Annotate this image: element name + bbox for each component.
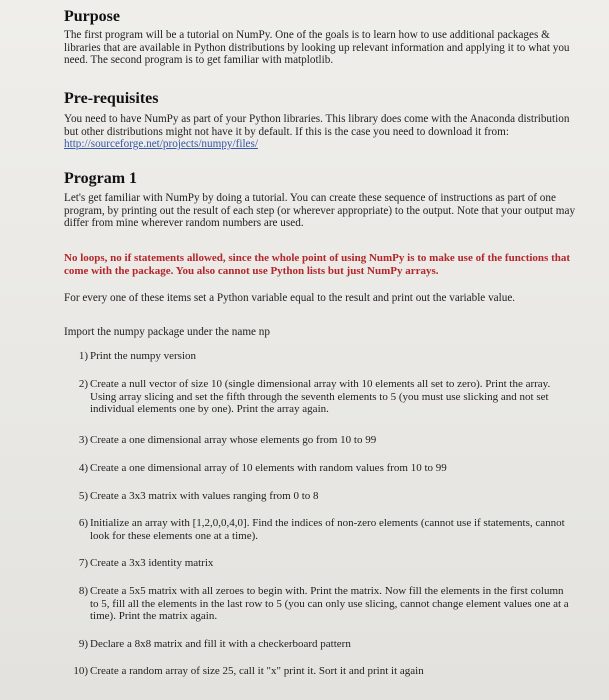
purpose-heading: Purpose [64,8,120,25]
list-item: 1) Print the numpy version [78,350,197,362]
list-item: 9) Declare a 8x8 matrix and fill it with a checkerboard pattern [78,638,351,650]
list-item: 5) Create a 3x3 matrix with values ranging from 0 to 8 [78,490,319,502]
prereq-text [64,113,579,151]
prereq-body: You need to have NumPy as part of your Python libraries. This library does come with the Anaconda distribution but other distributions might not have it by default. If this is the case you need to download it from: [64,113,570,138]
warning-text: No loops, no if statements allowed, since the whole point of using NumPy is to make use of the functions that come with the package. You also cannot use Python lists but just NumPy arrays. [64,252,571,277]
program1-heading: Program 1 [64,170,138,187]
purpose-text: The first program will be a tutorial on NumPy. One of the goals is to learn how to use additional packages & libraries that are available in Python distributions by looking up relevant information and applying it to what you need. The second program is to get familiar with matplotlib. [64,29,570,67]
instruction-text: For every one of these items set a Python variable equal to the result and print out the variable value. [64,292,516,304]
import-line: Import the numpy package under the name np [64,326,270,338]
import-block [64,326,579,339]
program1-section [64,170,579,230]
purpose-section [64,8,579,67]
warning-block [64,252,579,277]
list-item: 3) Create a one dimensional array whose elements go from 10 to 99 [78,434,377,446]
list-item: 7) Create a 3x3 identity matrix [78,557,214,569]
instruction-block [64,292,579,305]
list-item: 10) Create a random array of size 25, call it "x" print it. Sort it and print it again [73,665,424,677]
list-item: 4) Create a one dimensional array of 10 elements with random values from 10 to 99 [78,462,447,474]
prereq-section [64,90,579,151]
list-item: 8) Create a 5x5 matrix with all zeroes to begin with. Print the matrix. Now fill the elements in the first column to 5, fill all the elements in the last row to 5 (you can only use slicing, cannot change element values one at a time). Print the matrix again. [78,585,569,623]
program1-intro: Let's get familiar with NumPy by doing a tutorial. You can create these sequence of instructions as part of one program, by printing out the result of each step (or wherever appropriate) to the output. Note that your output may differ from mine wherever random numbers are used. [64,192,576,230]
list-item: 6) Initialize an array with [1,2,0,0,4,0]. Find the indices of non-zero elements (cannot use if statements, cannot look for these elements one at a time). [78,517,565,542]
list-item: 2) Create a null vector of size 10 (single dimensional array with 10 elements all set to zero). Print the array. Using array slicing and set the fifth through the seventh elements to 5 (you must use slicking and not set individual elements one by one). Print the array again. [78,378,551,416]
numpy-download-link[interactable]: http://sourceforge.net/projects/numpy/files/ [64,138,258,151]
prereq-heading: Pre-requisites [64,90,159,107]
